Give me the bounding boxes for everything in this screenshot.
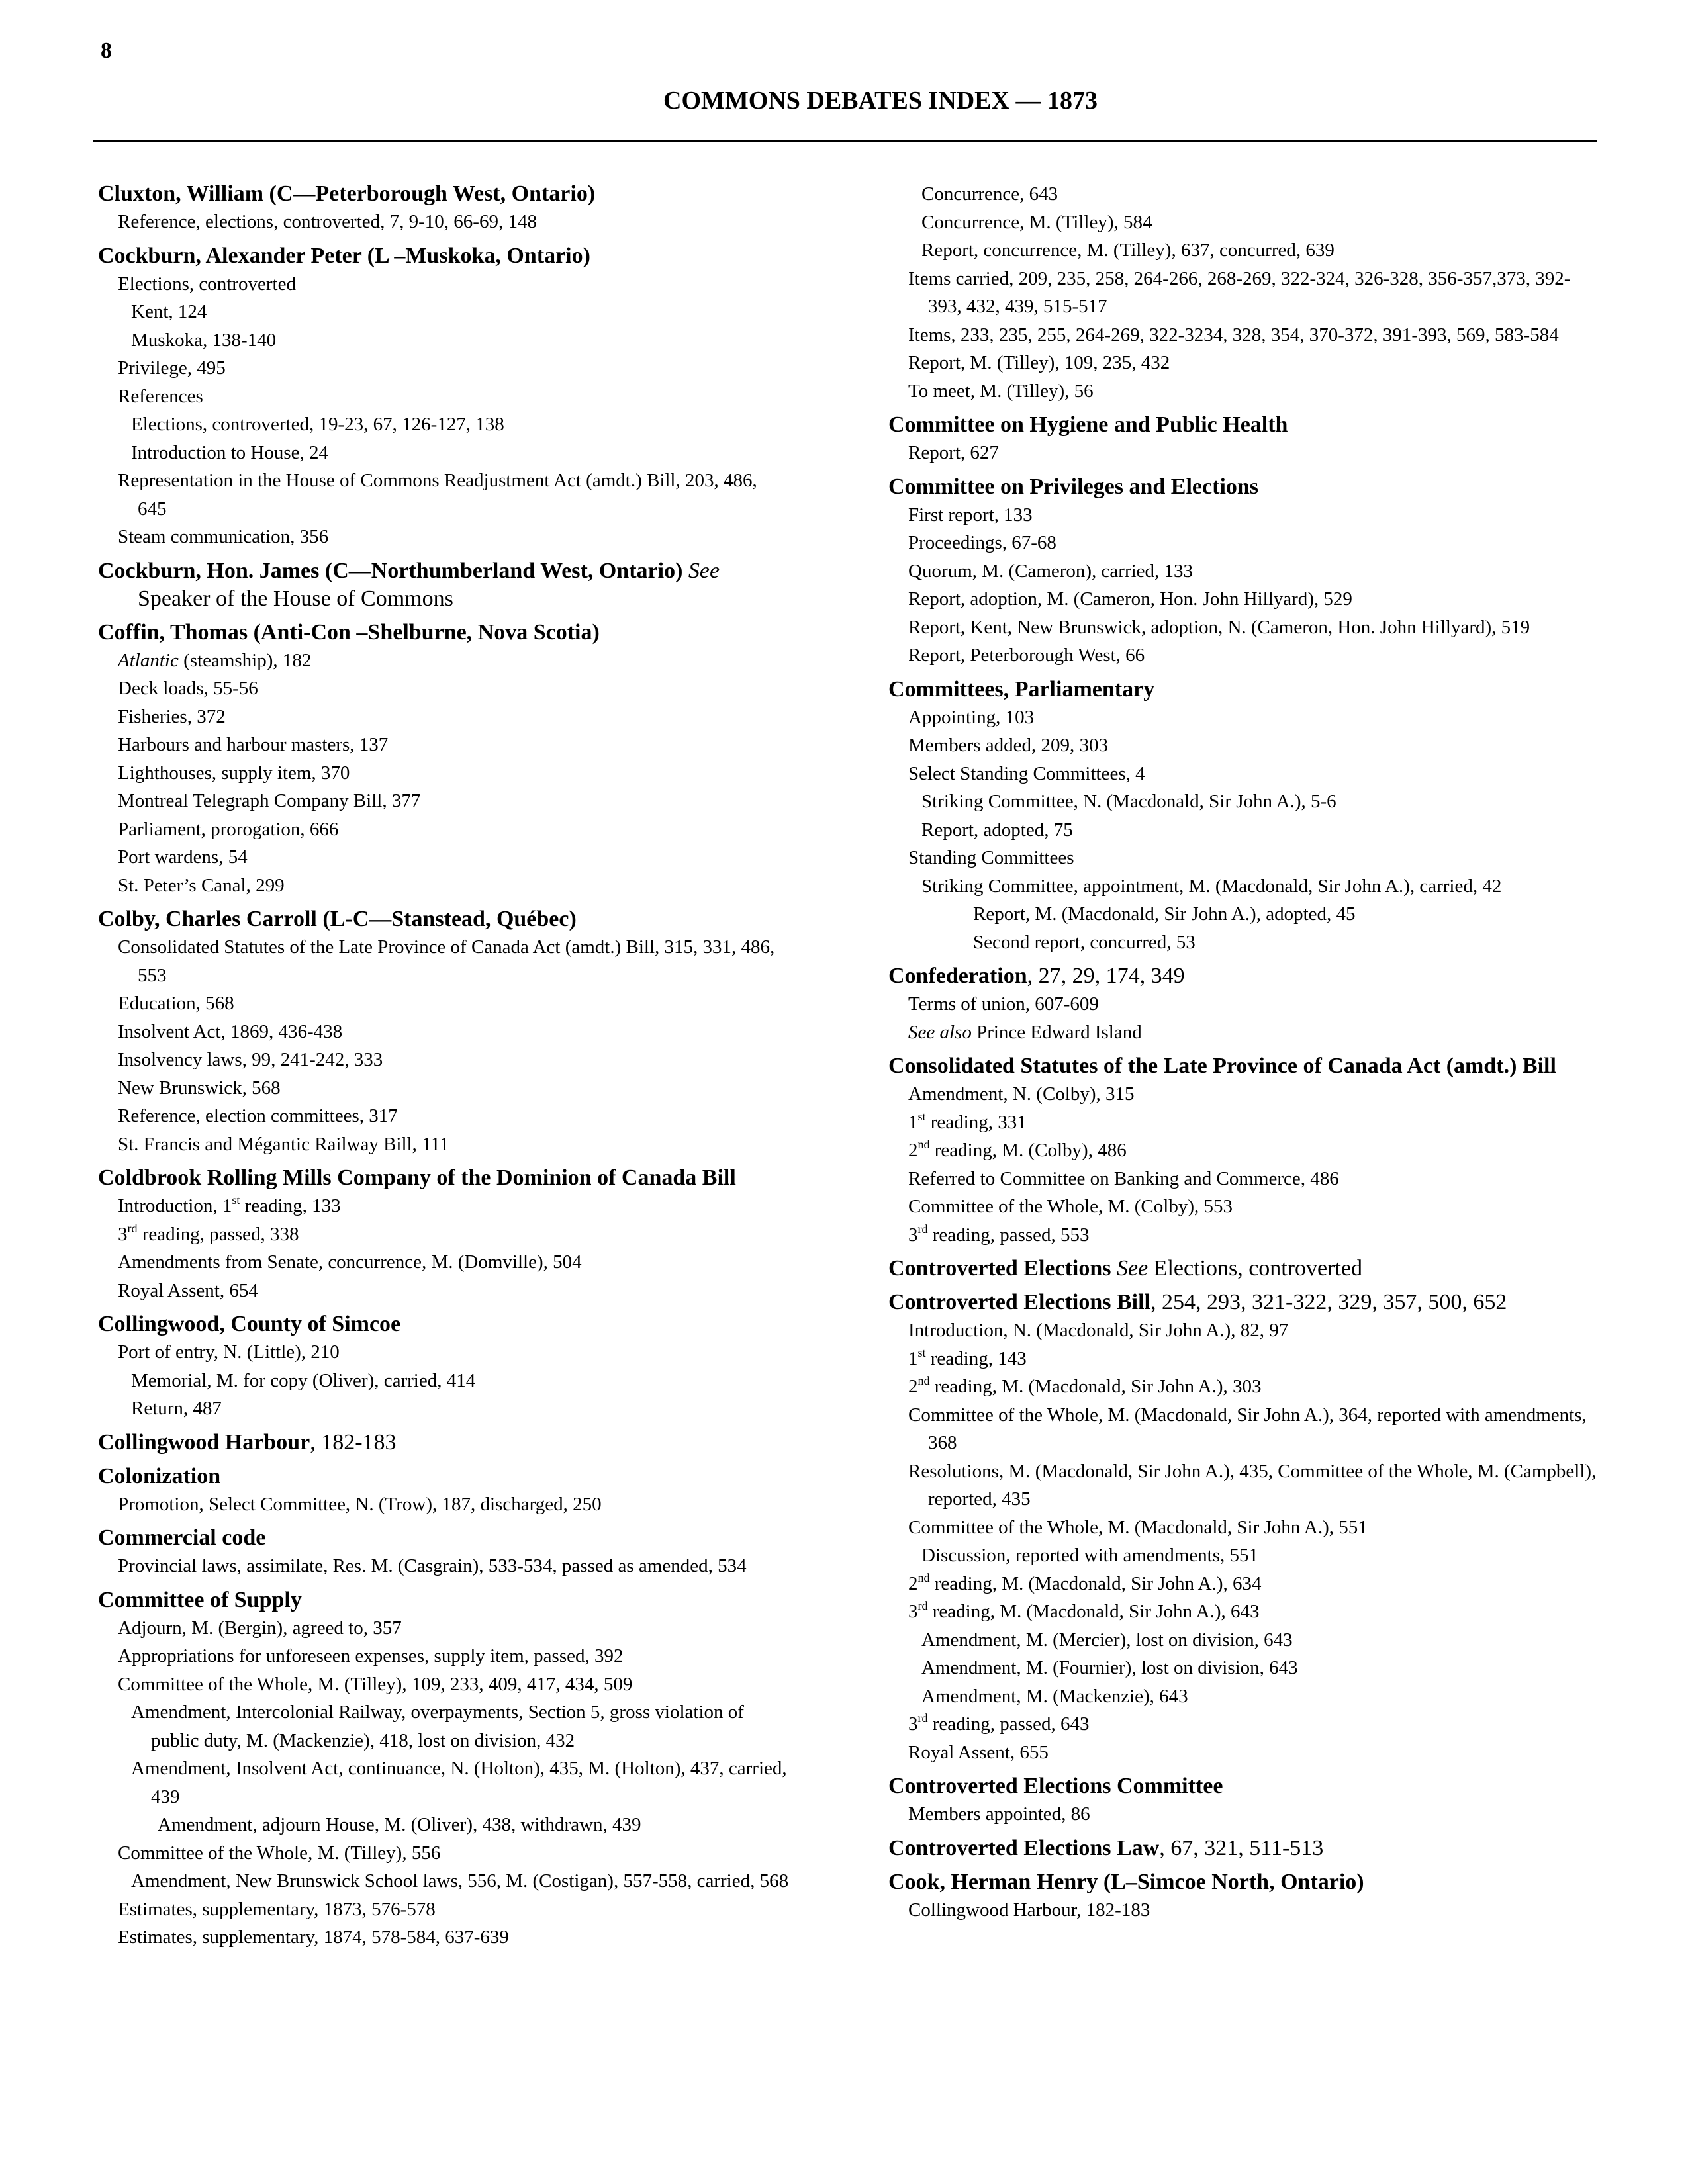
subentry-text: reading, M. (Macdonald, Sir John A.), 643 (927, 1601, 1260, 1622)
subentry-text: Parliament, prorogation, 666 (118, 818, 339, 840)
index-subentry (98, 1102, 790, 1130)
index-subentry (98, 787, 790, 815)
heading-pages: , 182-183 (310, 1430, 397, 1455)
index-heading (98, 557, 790, 613)
heading-text: Committee on Hygiene and Public Health (888, 412, 1288, 437)
index-subentry (888, 1800, 1597, 1829)
subentry-text: Committee of the Whole, M. (Colby), 553 (908, 1196, 1233, 1217)
subentry-text: Select Standing Committees, 4 (908, 762, 1145, 784)
subentry-text: Report, M. (Tilley), 109, 235, 432 (908, 352, 1170, 373)
index-subentry (98, 731, 790, 759)
heading-text: Controverted Elections (888, 1256, 1111, 1281)
index-subentry (888, 1682, 1597, 1711)
index-subentry (888, 1373, 1597, 1401)
subentry-text: Proceedings, 67-68 (908, 532, 1056, 553)
subentry-text: Estimates, supplementary, 1874, 578-584, 637-639 (118, 1927, 509, 1948)
index-subentry (98, 1895, 790, 1924)
subentry-text: Standing Committees (908, 847, 1074, 868)
heading-text: Committees, Parliamentary (888, 676, 1155, 702)
subentry-text: Harbours and harbour masters, 137 (118, 734, 389, 755)
index-heading (888, 473, 1597, 501)
index-subentry (98, 1552, 790, 1580)
subentry-text: Amendment, M. (Mackenzie), 643 (921, 1685, 1188, 1707)
index-subentry (98, 383, 790, 411)
subentry-text: Amendment, Insolvent Act, continuance, N. (Holton), 435, M. (Holton), 437, carried, 439 (131, 1758, 787, 1807)
index-subentry (888, 731, 1597, 760)
index-subentry (98, 1046, 790, 1074)
index-subentry (888, 1345, 1597, 1373)
index-subentry (888, 1570, 1597, 1598)
subentry-text: Consolidated Statutes of the Late Province of Canada Act (amdt.) Bill, 315, 331, 486, 553 (118, 936, 775, 986)
index-subentry (98, 1338, 790, 1367)
index-subentry (98, 872, 790, 900)
subentry-text: St. Francis and Mégantic Railway Bill, 111 (118, 1133, 449, 1155)
ordinal-number: 2 (908, 1376, 918, 1397)
subentry-text: reading, 331 (925, 1111, 1027, 1133)
index-subentry (888, 208, 1597, 237)
index-subentry (888, 1514, 1597, 1542)
subentry-text: Reference, elections, controverted, 7, 9-10, 66-69, 148 (118, 211, 537, 232)
index-subentry (98, 1839, 790, 1868)
index-subentry (888, 557, 1597, 586)
italic-term: See also (908, 1021, 972, 1043)
subentry-text: Muskoka, 138-140 (131, 329, 277, 351)
subentry-text: Collingwood Harbour, 182-183 (908, 1899, 1150, 1921)
subentry-text: Report, Peterborough West, 66 (908, 645, 1145, 666)
index-subentry (98, 523, 790, 551)
ordinal-number: 1 (908, 1347, 918, 1369)
ordinal-suffix: rd (917, 1599, 928, 1612)
heading-text: Collingwood Harbour (98, 1430, 310, 1455)
heading-pages: , 67, 321, 511-513 (1159, 1835, 1324, 1860)
italic-term: Atlantic (118, 649, 179, 671)
heading-text: Confederation (888, 964, 1027, 988)
index-heading (888, 1868, 1597, 1896)
index-subentry (98, 1220, 790, 1249)
index-subentry (888, 1193, 1597, 1221)
index-heading (888, 411, 1597, 439)
subentry-text: Report, concurrence, M. (Tilley), 637, concurred, 639 (921, 240, 1335, 261)
subentry-text: Concurrence, M. (Tilley), 584 (921, 211, 1152, 233)
subentry-text: Estimates, supplementary, 1873, 576-578 (118, 1898, 436, 1920)
subentry-text: Committee of the Whole, M. (Tilley), 109, 233, 409, 417, 434, 509 (118, 1673, 633, 1695)
subentry-text: Amendment, M. (Fournier), lost on division, 643 (921, 1657, 1298, 1678)
index-subentry (98, 326, 790, 355)
subentry-text: Royal Assent, 654 (118, 1279, 258, 1301)
heading-text: Cockburn, Hon. James (C—Northumberland West, Ontario) (98, 558, 683, 583)
index-heading (888, 1052, 1597, 1080)
index-heading (98, 242, 790, 270)
subentry-text: Prince Edward Island (976, 1021, 1142, 1043)
ordinal-suffix: st (917, 1345, 926, 1359)
index-subentry (888, 1401, 1597, 1457)
index-subentry (888, 760, 1597, 788)
subentry-text: Elections, controverted (118, 273, 296, 295)
subentry-text: reading, M. (Macdonald, Sir John A.), 634 (929, 1572, 1262, 1594)
ordinal-suffix: nd (917, 1374, 930, 1387)
subentry-text: Port of entry, N. (Little), 210 (118, 1342, 340, 1363)
subentry-text: Resolutions, M. (Macdonald, Sir John A.), 435, Committee of the Whole, M. (Campbell), reported, 435 (908, 1460, 1597, 1510)
subentry-text: Privilege, 495 (118, 357, 226, 379)
subentry-text: reading, passed, 643 (927, 1713, 1090, 1735)
ordinal-suffix: rd (917, 1222, 928, 1236)
ordinal-number: 3 (908, 1601, 918, 1622)
subentry-text: Introduction to House, 24 (131, 441, 329, 463)
ordinal-suffix: st (232, 1193, 240, 1206)
index-heading (98, 1463, 790, 1490)
index-subentry (888, 321, 1597, 349)
subentry-text: Fisheries, 372 (118, 705, 226, 727)
ordinal-number: 3 (908, 1224, 918, 1246)
subentry-text: Montreal Telegraph Company Bill, 377 (118, 790, 421, 811)
index-subentry (98, 410, 790, 439)
subentry-text: Discussion, reported with amendments, 551 (921, 1545, 1259, 1566)
index-heading (888, 1289, 1597, 1316)
subentry-text: Representation in the House of Commons Readjustment Act (amdt.) Bill, 203, 486, 645 (118, 470, 757, 520)
subentry-text: First report, 133 (908, 504, 1033, 525)
subentry-text: Second report, concurred, 53 (973, 931, 1196, 953)
index-subentry (98, 1642, 790, 1670)
index-subentry (888, 1896, 1597, 1925)
subentry-text: Steam communication, 356 (118, 526, 329, 547)
ordinal-number: 2 (908, 1572, 918, 1594)
subentry-text: Committee of the Whole, M. (Macdonald, Sir John A.), 551 (908, 1516, 1368, 1538)
index-subentry (888, 349, 1597, 377)
index-subentry (888, 1221, 1597, 1250)
heading-text: Consolidated Statutes of the Late Province of Canada Act (amdt.) Bill (888, 1054, 1556, 1078)
index-heading (888, 1772, 1597, 1800)
index-heading (888, 1255, 1597, 1283)
page-number: 8 (101, 38, 112, 63)
index-heading (98, 619, 790, 647)
index-column-left (98, 180, 790, 1952)
index-heading (98, 180, 790, 208)
heading-pages: , 27, 29, 174, 349 (1027, 964, 1185, 988)
heading-text: Cook, Herman Henry (L–Simcoe North, Ontario) (888, 1869, 1364, 1894)
index-subentry (98, 270, 790, 298)
subentry-text: Items, 233, 235, 255, 264-269, 322-3234, 328, 354, 370-372, 391-393, 569, 583-584 (908, 324, 1559, 345)
index-subentry (888, 1080, 1597, 1109)
subentry-text: Elections, controverted, 19-23, 67, 126-127, 138 (131, 414, 504, 435)
index-heading (98, 1429, 790, 1457)
subentry-text: Memorial, M. for copy (Oliver), carried, 414 (131, 1369, 476, 1391)
subentry-text: Members appointed, 86 (908, 1803, 1090, 1825)
see-reference: See (1116, 1256, 1149, 1281)
index-subentry (888, 236, 1597, 265)
subentry-text: Striking Committee, N. (Macdonald, Sir John A.), 5-6 (921, 791, 1336, 812)
subentry-text: Amendments from Senate, concurrence, M. (Domville), 504 (118, 1251, 582, 1273)
subentry-text: To meet, M. (Tilley), 56 (908, 380, 1094, 402)
index-subentry (98, 1698, 790, 1754)
index-subentry (98, 1192, 790, 1220)
index-heading (888, 962, 1597, 990)
index-subentry (98, 1130, 790, 1159)
index-subentry (98, 467, 790, 523)
heading-text: Coldbrook Rolling Mills Company of the Dominion of Canada Bill (98, 1165, 736, 1190)
index-subentry (888, 1598, 1597, 1626)
heading-text: Controverted Elections Bill (888, 1290, 1150, 1314)
ordinal-number: 3 (908, 1713, 918, 1735)
subentry-text: Appropriations for unforeseen expenses, supply item, passed, 392 (118, 1645, 624, 1666)
subentry-text: Amendment, N. (Colby), 315 (908, 1083, 1135, 1105)
subentry-text: (steamship), 182 (183, 649, 312, 671)
index-heading (98, 1586, 790, 1614)
subentry-text: reading, 143 (925, 1347, 1027, 1369)
header-rule (93, 140, 1597, 142)
index-subentry (888, 1165, 1597, 1193)
index-subentry (888, 816, 1597, 844)
index-subentry (98, 759, 790, 788)
subentry-text: Items carried, 209, 235, 258, 264-266, 268-269, 322-324, 326-328, 356-357,373, 392-393, 432, 439, 515-517 (908, 267, 1571, 317)
subentry-text: Report, 627 (908, 442, 999, 463)
index-heading (98, 1524, 790, 1552)
index-subentry (888, 1541, 1597, 1570)
subentry-text: Quorum, M. (Cameron), carried, 133 (908, 560, 1194, 582)
subentry-text: Insolvent Act, 1869, 436-438 (118, 1021, 343, 1042)
subentry-text: New Brunswick, 568 (118, 1077, 281, 1099)
ordinal-number: 3 (118, 1223, 128, 1245)
index-subentry (888, 1626, 1597, 1655)
heading-text: Committee of Supply (98, 1587, 302, 1612)
index-heading (888, 1835, 1597, 1862)
index-heading (98, 1164, 790, 1192)
index-subentry (98, 1248, 790, 1277)
subentry-text: reading, M. (Colby), 486 (929, 1140, 1127, 1161)
heading-text: Controverted Elections Committee (888, 1774, 1223, 1798)
subentry-text: Report, adoption, M. (Cameron, Hon. John Hillyard), 529 (908, 588, 1352, 610)
subentry-text: Members added, 209, 303 (908, 735, 1109, 756)
heading-text: Commercial code (98, 1525, 266, 1550)
ordinal-suffix: rd (127, 1221, 138, 1235)
index-subentry (98, 298, 790, 326)
index-subentry (98, 1811, 790, 1839)
subentry-text: reading, M. (Macdonald, Sir John A.), 303 (929, 1376, 1262, 1397)
subentry-text: Concurrence, 643 (921, 183, 1058, 205)
subentry-text: Striking Committee, appointment, M. (Macdonald, Sir John A.), carried, 42 (921, 875, 1502, 897)
subentry-text: Return, 487 (131, 1398, 222, 1419)
subentry-text: Amendment, adjourn House, M. (Oliver), 438, withdrawn, 439 (158, 1814, 641, 1835)
ordinal-suffix: nd (917, 1138, 930, 1151)
subentry-text: Amendment, Intercolonial Railway, overpayments, Section 5, gross violation of public duty, M. (Mackenzie), 418, lost on division, 432 (131, 1702, 744, 1751)
ordinal-suffix: nd (917, 1570, 930, 1584)
index-subentry (98, 1074, 790, 1103)
heading-text: Controverted Elections Law (888, 1835, 1160, 1860)
index-subentry (98, 1754, 790, 1811)
index-subentry (888, 585, 1597, 614)
index-subentry (888, 377, 1597, 406)
subentry-text: reading, 133 (240, 1195, 341, 1216)
subentry-text: Terms of union, 607-609 (908, 993, 1099, 1015)
subentry-text: Report, M. (Macdonald, Sir John A.), adopted, 45 (973, 903, 1356, 925)
subentry-text: Deck loads, 55-56 (118, 678, 258, 699)
index-subentry (98, 1367, 790, 1395)
heading-text: Cluxton, William (C—Peterborough West, Ontario) (98, 181, 596, 206)
index-subentry (98, 1923, 790, 1952)
subentry-text: Referred to Committee on Banking and Commerce, 486 (908, 1167, 1339, 1189)
index-subentry (888, 501, 1597, 529)
index-subentry (888, 614, 1597, 642)
index-subentry (98, 1277, 790, 1305)
index-subentry (888, 439, 1597, 467)
heading-text: Colonization (98, 1463, 221, 1488)
subentry-text: Appointing, 103 (908, 706, 1035, 728)
index-subentry (98, 933, 790, 989)
index-subentry (98, 208, 790, 236)
ordinal-suffix: st (917, 1109, 926, 1123)
index-column-right (888, 180, 1597, 1924)
subentry-text: Amendment, M. (Mercier), lost on division, 643 (921, 1629, 1293, 1651)
index-subentry (98, 1018, 790, 1046)
index-subentry (98, 1394, 790, 1423)
index-subentry (98, 674, 790, 703)
heading-text: Colby, Charles Carroll (L-C—Stanstead, Québec) (98, 907, 577, 931)
subentry-text: Report, adopted, 75 (921, 819, 1073, 841)
index-subentry (98, 815, 790, 844)
index-subentry (888, 1109, 1597, 1137)
index-subentry (888, 1739, 1597, 1767)
index-subentry (888, 529, 1597, 557)
ordinal-number: 2 (908, 1140, 918, 1161)
subentry-text: Education, 568 (118, 993, 234, 1014)
index-subentry (888, 990, 1597, 1019)
subentry-text: Kent, 124 (131, 301, 207, 322)
subentry-text: St. Peter’s Canal, 299 (118, 874, 285, 896)
see-reference: See (688, 558, 720, 583)
subentry-text: Provincial laws, assimilate, Res. M. (Casgrain), 533-534, passed as amended, 534 (118, 1555, 747, 1576)
index-subentry (98, 703, 790, 731)
heading-text: Cockburn, Alexander Peter (L –Muskoka, Ontario) (98, 243, 590, 268)
page-title: COMMONS DEBATES INDEX — 1873 (663, 87, 1098, 114)
index-subentry (888, 180, 1597, 208)
subentry-text: Port wardens, 54 (118, 846, 248, 868)
index-subentry (98, 354, 790, 383)
index-subentry (888, 788, 1597, 816)
subentry-text: reading, passed, 338 (137, 1223, 299, 1245)
index-subentry (888, 872, 1597, 901)
index-subentry (888, 1710, 1597, 1739)
index-subentry (888, 929, 1597, 957)
subentry-text: Amendment, New Brunswick School laws, 556, M. (Costigan), 557-558, carried, 568 (131, 1870, 789, 1891)
index-subentry (98, 989, 790, 1018)
index-subentry (888, 1654, 1597, 1682)
index-subentry (98, 1670, 790, 1699)
subentry-text: Promotion, Select Committee, N. (Trow), 187, discharged, 250 (118, 1493, 602, 1515)
heading-text: Collingwood, County of Simcoe (98, 1312, 401, 1336)
subentry-text: reading, passed, 553 (927, 1224, 1090, 1246)
index-subentry (888, 265, 1597, 321)
index-subentry (888, 1136, 1597, 1165)
index-heading (98, 905, 790, 933)
heading-pages: Elections, controverted (1153, 1256, 1363, 1281)
heading-pages: Speaker of the House of Commons (138, 586, 453, 611)
ordinal-number: 1 (908, 1111, 918, 1133)
subentry-text: Royal Assent, 655 (908, 1741, 1049, 1763)
subentry-text: Insolvency laws, 99, 241-242, 333 (118, 1049, 383, 1070)
index-subentry (98, 1614, 790, 1643)
subentry-text: Committee of the Whole, M. (Tilley), 556 (118, 1842, 441, 1864)
ordinal-number: Introduction, 1 (118, 1195, 232, 1216)
subentry-text: References (118, 385, 203, 407)
index-subentry (888, 844, 1597, 872)
subentry-text: Adjourn, M. (Bergin), agreed to, 357 (118, 1617, 402, 1639)
subentry-text: Report, Kent, New Brunswick, adoption, N. (Cameron, Hon. John Hillyard), 519 (908, 616, 1530, 638)
index-subentry (888, 1316, 1597, 1345)
heading-text: Coffin, Thomas (Anti-Con –Shelburne, Nova Scotia) (98, 619, 600, 645)
subentry-text: Introduction, N. (Macdonald, Sir John A.), 82, 97 (908, 1320, 1289, 1341)
subentry-text: Reference, election committees, 317 (118, 1105, 398, 1126)
index-subentry (888, 704, 1597, 732)
index-subentry (98, 1490, 790, 1519)
subentry-text: Lighthouses, supply item, 370 (118, 762, 350, 784)
index-subentry (98, 647, 790, 675)
ordinal-suffix: rd (917, 1711, 928, 1725)
index-subentry (98, 843, 790, 872)
index-subentry (888, 1019, 1597, 1047)
subentry-text: Committee of the Whole, M. (Macdonald, Sir John A.), 364, reported with amendments, 368 (908, 1404, 1587, 1453)
index-subentry (98, 1867, 790, 1895)
index-heading (888, 676, 1597, 704)
index-subentry (888, 1457, 1597, 1514)
index-heading (98, 1310, 790, 1338)
index-subentry (888, 900, 1597, 929)
heading-text: Committee on Privileges and Elections (888, 474, 1259, 499)
heading-pages: , 254, 293, 321-322, 329, 357, 500, 652 (1150, 1290, 1507, 1314)
index-subentry (98, 439, 790, 467)
index-subentry (888, 641, 1597, 670)
